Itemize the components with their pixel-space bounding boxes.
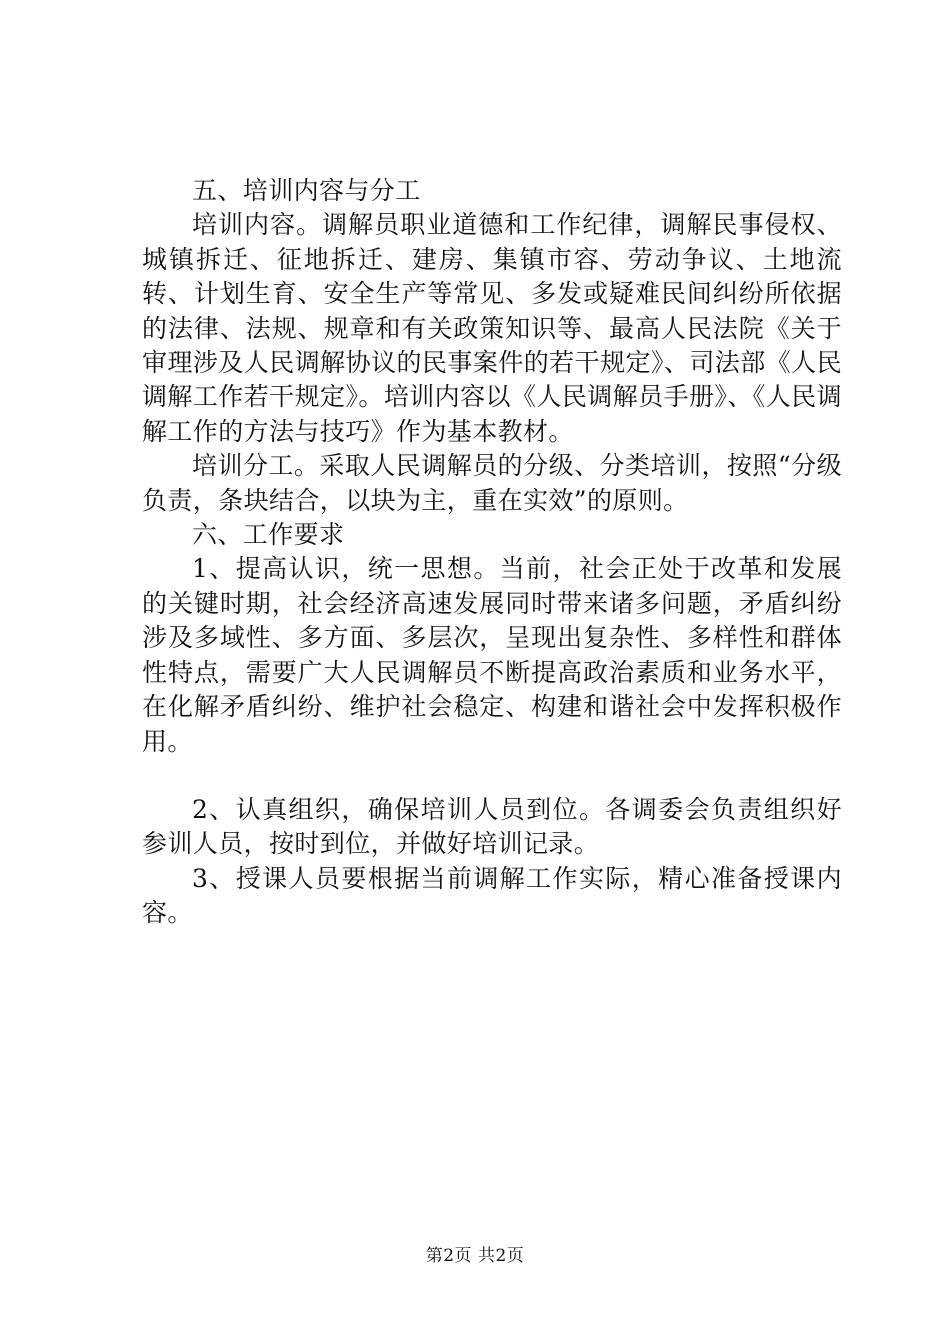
paragraph-training-content: 培训内容。调解员职业道德和工作纪律，调解民事侵权、城镇拆迁、征地拆迁、建房、集镇市容、劳动争议、土地流转、计划生育、安全生产等常见、多发或疑难民间纠纷所依据的法律、法规、规章和有关政策知识等、最高人民法院《关于审理涉及人民调解协议的民事案件的若干规定》、司法部《人民调解工作若干规定》。培训内容以《人民调解员手册》、《人民调解工作的方法与技巧》作为基本教材。 [142,210,842,446]
section-heading-training-content: 五、培训内容与分工 [192,176,421,205]
section-heading-work-requirements: 六、工作要求 [192,520,345,550]
paragraph-requirement-2: 2、认真组织，确保培训人员到位。各调委会负责组织好参训人员，按时到位，并做好培训记录。 [142,794,842,859]
document-body [142,174,842,931]
page-number-footer: 第2页 共2页 [425,1246,525,1266]
paragraph-requirement-3: 3、授课人员要根据当前调解工作实际，精心准备授课内容。 [142,863,842,928]
paragraph-training-division: 培训分工。采取人民调解员的分级、分类培训，按照“分级负责，条块结合，以块为主，重在实效”的原则。 [142,451,842,515]
paragraph-requirement-1: 1、提高认识，统一思想。当前，社会正处于改革和发展的关键时期，社会经济高速发展同时带来诸多问题，矛盾纠纷涉及多域性、多方面、多层次，呈现出复杂性、多样性和群体性特点，需要广大人民调解员不断提高政治素质和业务水平，在化解矛盾纠纷、维护社会稳定、构建和谐社会中发挥积极作用。 [142,554,842,756]
